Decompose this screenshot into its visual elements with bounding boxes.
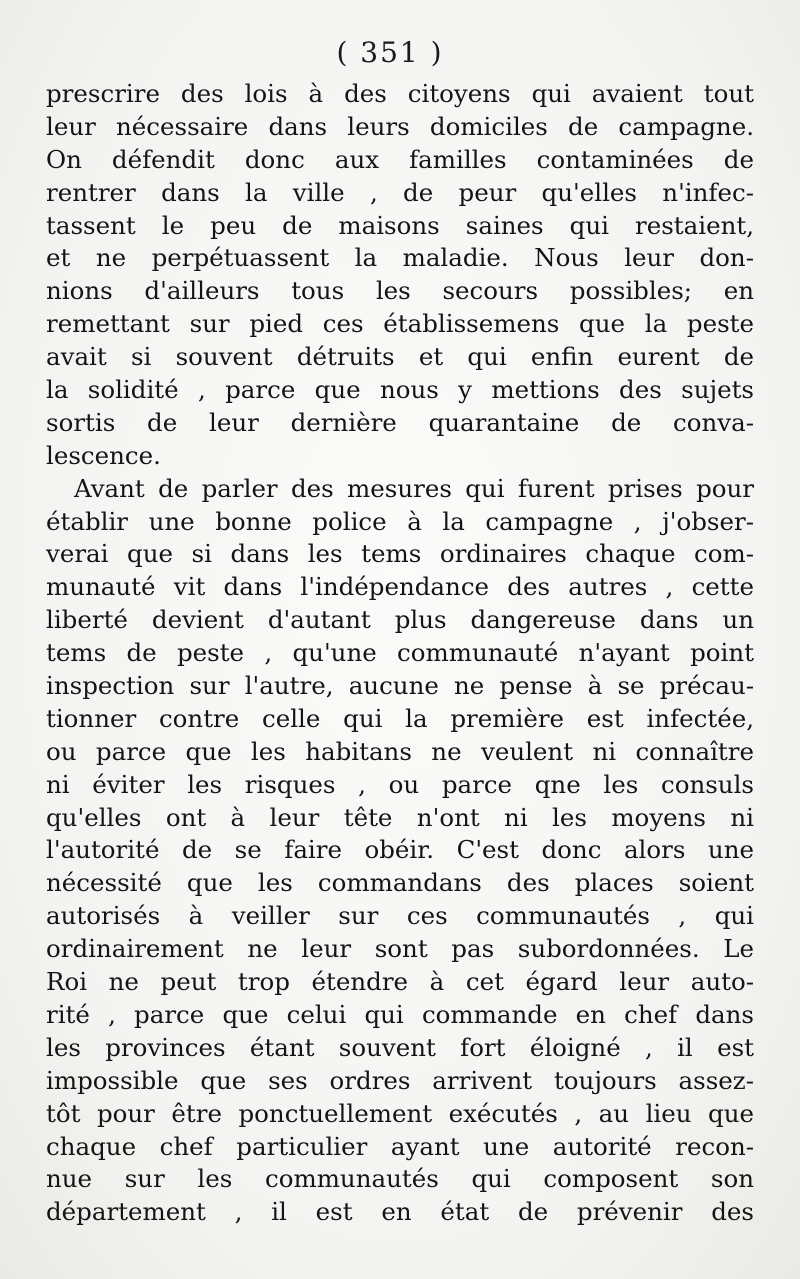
text-line: et ne perpétuassent la maladie. Nous leur don-	[46, 243, 754, 273]
paragraph	[46, 473, 754, 1229]
paragraph	[46, 78, 754, 473]
text-line: nions d'ailleurs tous les secours possibles; en	[46, 276, 754, 306]
text-line: tôt pour être ponctuellement exécutés , au lieu que	[46, 1098, 754, 1128]
text-line: avait si souvent détruits et qui enfin eurent de	[46, 342, 754, 372]
text-line: remettant sur pied ces établissemens que la peste	[46, 309, 754, 339]
text-line: la solidité , parce que nous y mettions des sujets	[46, 375, 754, 405]
text-line: nécessité que les commandans des places soient	[46, 868, 754, 898]
text-line: chaque chef particulier ayant une autorité recon-	[46, 1131, 754, 1161]
text-line: tems de peste , qu'une communauté n'ayant point	[46, 638, 754, 668]
text-line: nue sur les communautés qui composent son	[46, 1164, 754, 1194]
text-line: qu'elles ont à leur tête n'ont ni les moyens ni	[46, 802, 754, 832]
text-line: les provinces étant souvent fort éloigné , il est	[46, 1032, 754, 1062]
text-line: lescence.	[46, 440, 161, 470]
text-line: verai que si dans les tems ordinaires chaque com-	[46, 539, 754, 569]
text-line: Avant de parler des mesures qui furent prises pour	[74, 473, 754, 503]
text-line: ordinairement ne leur sont pas subordonnées. Le	[46, 934, 754, 964]
text-line: rentrer dans la ville , de peur qu'elles n'infec-	[46, 177, 754, 207]
text-line: sortis de leur dernière quarantaine de conva-	[46, 407, 754, 437]
text-line: inspection sur l'autre, aucune ne pense à se précau-	[46, 671, 754, 701]
text-line: rité , parce que celui qui commande en chef dans	[46, 999, 754, 1029]
text-line: munauté vit dans l'indépendance des autres , cette	[46, 572, 754, 602]
text-line: établir une bonne police à la campagne , j'obser-	[46, 506, 754, 536]
page-number: ( 351 )	[336, 36, 444, 69]
text-line: l'autorité de se faire obéir. C'est donc alors une	[46, 835, 754, 865]
text-line: ou parce que les habitans ne veulent ni connaître	[46, 736, 754, 766]
body-text	[46, 78, 754, 1229]
text-line: autorisés à veiller sur ces communautés , qui	[46, 901, 754, 931]
text-line: On défendit donc aux familles contaminées de	[46, 144, 754, 174]
text-line: impossible que ses ordres arrivent toujours assez-	[46, 1065, 754, 1095]
text-line: Roi ne peut trop étendre à cet égard leur auto-	[46, 967, 754, 997]
text-line: prescrire des lois à des citoyens qui avaient tout	[46, 79, 754, 108]
text-line: liberté devient d'autant plus dangereuse dans un	[46, 605, 754, 635]
text-line: tionner contre celle qui la première est infectée,	[46, 703, 754, 733]
text-line: leur nécessaire dans leurs domiciles de campagne.	[46, 111, 754, 141]
text-line: département , il est en état de prévenir des	[46, 1197, 754, 1227]
text-line: tassent le peu de maisons saines qui restaient,	[46, 210, 754, 240]
text-line: ni éviter les risques , ou parce qne les consuls	[46, 769, 754, 799]
